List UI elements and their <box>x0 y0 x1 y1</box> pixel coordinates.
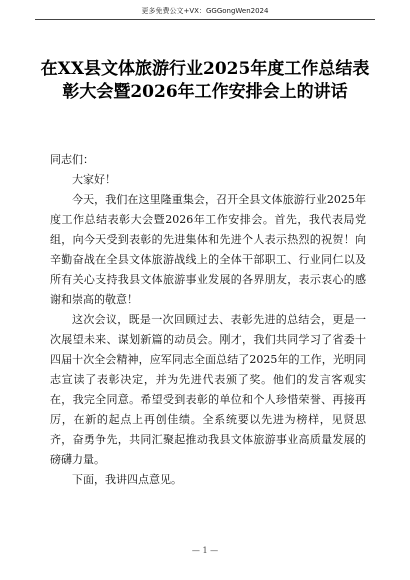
paragraph-opening: 今天，我们在这里隆重集会，召开全县文体旅游行业2025年度工作总结表彰大会暨2026年工作安排会。首先，我代表局党组，向今天受到表彰的先进集体和先进个人表示热烈的祝贺！向辛勤奋战在全县文体旅游战线上的全体干部职工、行业同仁以及所有关心支持我县文体旅游事业发展的各界朋友，表示衷心的感谢和崇高的敬意！ <box>50 193 366 306</box>
document-title: 在XX县文体旅游行业2025年度工作总结表彰大会暨2026年工作安排会上的讲话 <box>40 59 370 102</box>
header-divider <box>35 19 375 20</box>
salutation: 同志们： <box>50 153 94 166</box>
paragraph-meeting-summary: 这次会议，既是一次回顾过去、表彰先进的总结会，更是一次展望未来、谋划新篇的动员会。刚才，我们共同学习了省委十四届十次全会精神，应军同志全面总结了2025年的工作，光明同志宣读了表彰决定，并为先进代表颁了奖。他们的发言客观实在，我完全同意。希望受到表彰的单位和个人珍惜荣誉、再接再厉，在新的起点上再创佳绩。全系统要以先进为榜样，见贤思齐，奋勇争先，共同汇聚起推动我县文体旅游事业高质量发展的磅礴力量。 <box>50 313 366 466</box>
header-note: 更多免费公文+VX：GGGongWen2024 <box>141 7 269 15</box>
paragraph-transition: 下面，我讲四点意见。 <box>72 473 182 486</box>
paragraph-greeting: 大家好！ <box>72 173 116 186</box>
page-number: — 1 — <box>191 546 219 555</box>
document-body <box>50 170 366 490</box>
